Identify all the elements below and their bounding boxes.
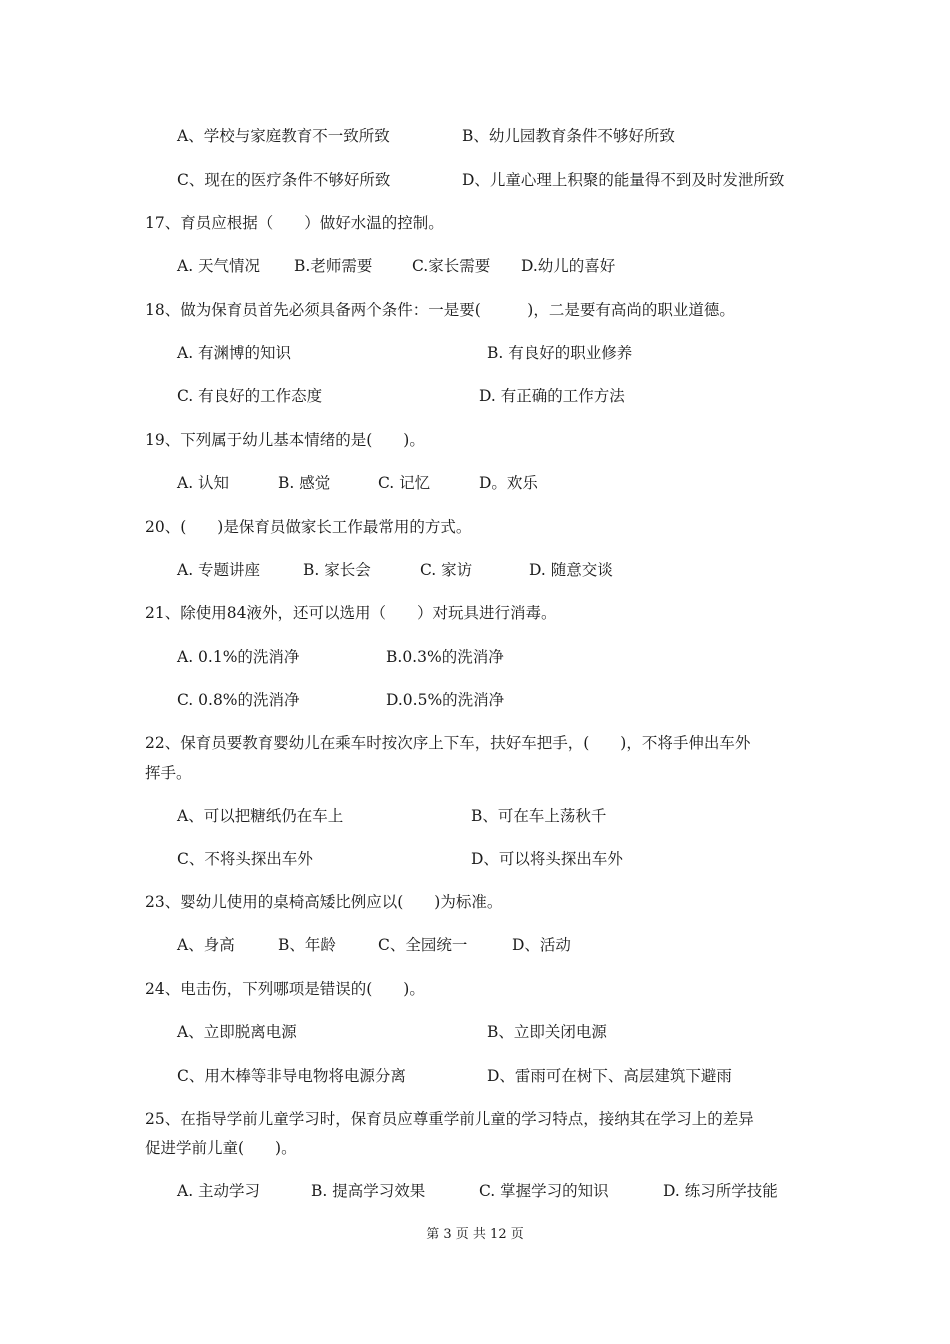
q19-option-a: A. 认知 xyxy=(177,474,230,492)
q19-option-c: C. 记忆 xyxy=(378,474,431,492)
q24-option-b: B、立即关闭电源 xyxy=(487,1023,607,1041)
q25-option-a: A. 主动学习 xyxy=(177,1182,261,1200)
q18-option-c: C. 有良好的工作态度 xyxy=(177,387,323,405)
q22-option-c: C、不将头探出车外 xyxy=(177,850,313,868)
q23-option-d: D、活动 xyxy=(512,936,571,954)
q20-option-b: B. 家长会 xyxy=(303,561,371,579)
q24-option-c: C、用木棒等非导电物将电源分离 xyxy=(177,1067,406,1085)
q17-stem: 17、育员应根据（ ）做好水温的控制。 xyxy=(145,214,444,232)
q22-option-d: D、可以将头探出车外 xyxy=(471,850,623,868)
q23-option-b: B、年龄 xyxy=(278,936,336,954)
q23-stem: 23、婴幼儿使用的桌椅高矮比例应以( )为标准。 xyxy=(145,893,503,911)
q22-option-a: A、可以把糖纸仍在车上 xyxy=(177,807,344,825)
q24-option-a: A、立即脱离电源 xyxy=(177,1023,297,1041)
q22-stem-line1: 22、保育员要教育婴幼儿在乘车时按次序上下车，扶好车把手，( )，不将手伸出车外 xyxy=(145,734,751,752)
q20-option-d: D. 随意交谈 xyxy=(529,561,613,579)
q18-option-a: A. 有渊博的知识 xyxy=(177,344,292,362)
q21-option-b: B.0.3%的洗消净 xyxy=(386,648,504,666)
q17-option-c: C.家长需要 xyxy=(412,257,491,275)
q17-option-a: A. 天气情况 xyxy=(177,257,261,275)
q23-option-c: C、全园统一 xyxy=(378,936,468,954)
q19-stem: 19、下列属于幼儿基本情绪的是( )。 xyxy=(145,431,425,449)
q21-option-a: A. 0.1%的洗消净 xyxy=(177,648,300,666)
q22-stem-line2: 挥手。 xyxy=(145,764,192,782)
page-number-footer: 第 3 页 共 12 页 xyxy=(426,1227,524,1242)
q25-stem-line2: 促进学前儿童( )。 xyxy=(145,1139,297,1157)
q24-stem: 24、电击伤，下列哪项是错误的( )。 xyxy=(145,980,425,998)
q17-option-d: D.幼儿的喜好 xyxy=(521,257,616,275)
q16-option-c: C、现在的医疗条件不够好所致 xyxy=(177,171,391,189)
q23-option-a: A、身高 xyxy=(177,936,235,954)
q20-option-c: C. 家访 xyxy=(420,561,473,579)
q21-stem: 21、除使用84液外，还可以选用（ ）对玩具进行消毒。 xyxy=(145,604,557,622)
q20-stem: 20、( )是保育员做家长工作最常用的方式。 xyxy=(145,518,472,536)
q16-option-b: B、幼儿园教育条件不够好所致 xyxy=(462,127,675,145)
q22-option-b: B、可在车上荡秋千 xyxy=(471,807,607,825)
q16-option-d: D、儿童心理上积聚的能量得不到及时发泄所致 xyxy=(462,171,785,189)
q25-option-c: C. 掌握学习的知识 xyxy=(479,1182,609,1200)
q16-option-a: A、学校与家庭教育不一致所致 xyxy=(177,127,390,145)
q21-option-c: C. 0.8%的洗消净 xyxy=(177,691,300,709)
q19-option-b: B. 感觉 xyxy=(278,474,331,492)
q20-option-a: A. 专题讲座 xyxy=(177,561,261,579)
q25-stem-line1: 25、在指导学前儿童学习时，保育员应尊重学前儿童的学习特点，接纳其在学习上的差异 xyxy=(145,1110,754,1128)
q18-option-b: B. 有良好的职业修养 xyxy=(487,344,633,362)
q21-option-d: D.0.5%的洗消净 xyxy=(386,691,505,709)
q19-option-d: D。欢乐 xyxy=(479,474,538,492)
q18-option-d: D. 有正确的工作方法 xyxy=(479,387,625,405)
q24-option-d: D、雷雨可在树下、高层建筑下避雨 xyxy=(487,1067,732,1085)
q17-option-b: B.老师需要 xyxy=(294,257,373,275)
q25-option-b: B. 提高学习效果 xyxy=(311,1182,426,1200)
q25-option-d: D. 练习所学技能 xyxy=(663,1182,778,1200)
q18-stem: 18、做为保育员首先必须具备两个条件：一是要( )，二是要有高尚的职业道德。 xyxy=(145,301,735,319)
